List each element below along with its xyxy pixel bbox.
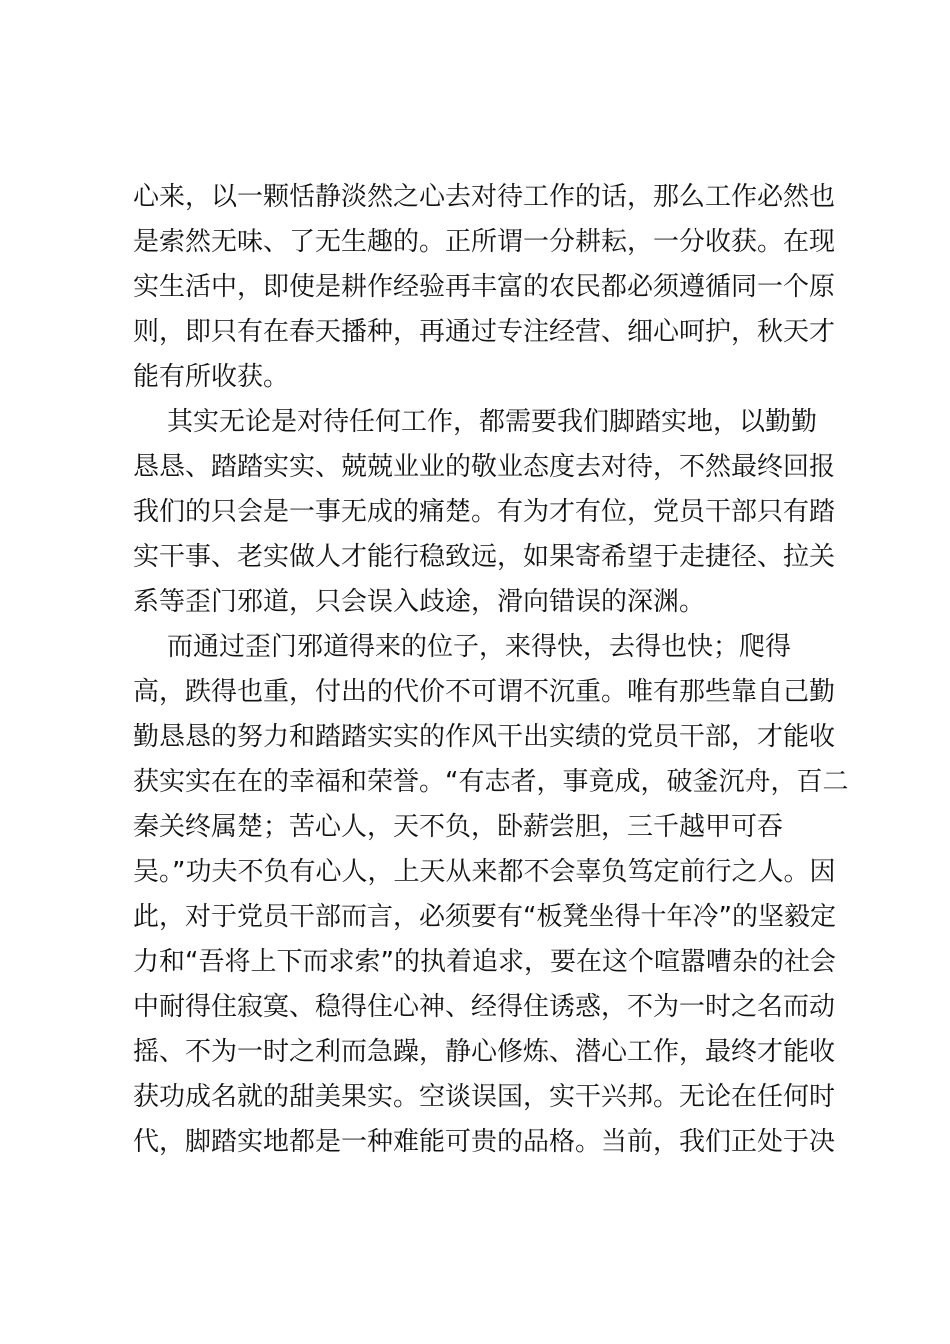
body-text <box>133 175 849 1165</box>
text-line: 心来，以一颗恬静淡然之心去对待工作的话，那么工作必然也 <box>133 182 836 212</box>
paragraph-first-line: 其实无论是对待任何工作，都需要我们脚踏实地，以勤勤 <box>167 407 818 437</box>
text-line: 获实实在在的幸福和荣誉。“有志者，事竟成，破釜沉舟，百二 <box>133 767 849 797</box>
text-line: 代，脚踏实地都是一种难能可贵的品格。当前，我们正处于决 <box>133 1127 836 1157</box>
text-line: 是索然无味、了无生趣的。正所谓一分耕耘，一分收获。在现 <box>133 227 836 257</box>
text-line: 力和“吾将上下而求索”的执着追求，要在这个喧嚣嘈杂的社会 <box>133 947 836 977</box>
text-line: 则，即只有在春天播种，再通过专注经营、细心呵护，秋天才 <box>133 317 836 347</box>
text-line: 实干事、老实做人才能行稳致远，如果寄希望于走捷径、拉关 <box>133 542 836 572</box>
text-line: 摇、不为一时之利而急躁，静心修炼、潜心工作，最终才能收 <box>133 1037 836 1067</box>
text-line: 获功成名就的甜美果实。空谈误国，实干兴邦。无论在任何时 <box>133 1082 836 1112</box>
text-line: 高，跌得也重，付出的代价不可谓不沉重。唯有那些靠自己勤 <box>133 677 836 707</box>
text-line: 吴。”功夫不负有心人，上天从来都不会辜负笃定前行之人。因 <box>133 857 836 887</box>
text-line: 能有所收获。 <box>133 362 290 392</box>
text-line: 恳恳、踏踏实实、兢兢业业的敬业态度去对待，不然最终回报 <box>133 452 836 482</box>
text-line: 我们的只会是一事无成的痛楚。有为才有位，党员干部只有踏 <box>133 497 836 527</box>
text-line: 此，对于党员干部而言，必须要有“板凳坐得十年冷”的坚毅定 <box>133 902 836 932</box>
text-line: 实生活中，即使是耕作经验再丰富的农民都必须遵循同一个原 <box>133 272 836 302</box>
text-line: 秦关终属楚；苦心人，天不负，卧薪尝胆，三千越甲可吞 <box>133 812 784 842</box>
paragraph-first-line: 而通过歪门邪道得来的位子，来得快，去得也快；爬得 <box>167 632 792 662</box>
text-line: 勤恳恳的努力和踏踏实实的作风干出实绩的党员干部，才能收 <box>133 722 836 752</box>
text-line: 中耐得住寂寞、稳得住心神、经得住诱惑，不为一时之名而动 <box>133 992 836 1022</box>
text-line: 系等歪门邪道，只会误入歧途，滑向错误的深渊。 <box>133 587 706 617</box>
